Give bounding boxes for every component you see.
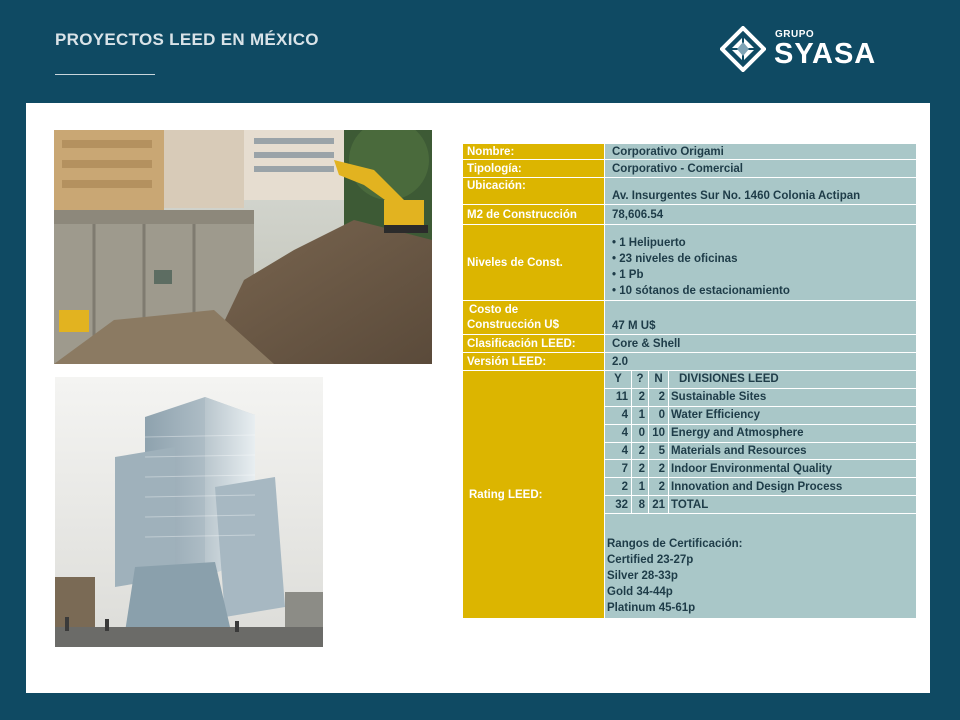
value-ubicacion: Av. Insurgentes Sur No. 1460 Colonia Actipan <box>605 178 916 204</box>
cell-q: 2 <box>632 460 649 477</box>
content-panel <box>26 103 930 693</box>
logo-group-text: GRUPO <box>775 29 815 40</box>
construction-site-photo <box>54 130 432 364</box>
value-niveles <box>605 225 916 300</box>
label-tipologia: Tipología: <box>463 160 605 177</box>
cell-y: 32 <box>605 496 632 513</box>
cell-n: 21 <box>649 496 669 513</box>
cell-y: 11 <box>605 389 632 406</box>
certification-ranges <box>605 514 916 618</box>
list-item: • 1 Helipuerto <box>612 237 686 249</box>
row-tipologia <box>463 160 916 178</box>
header-y: Y <box>605 371 632 388</box>
table-row <box>605 460 916 478</box>
header-division: DIVISIONES LEED <box>679 373 779 386</box>
cell-division: Materials and Resources <box>671 444 807 457</box>
label-m2: M2 de Construcción <box>463 205 605 224</box>
label-version: Versión LEED: <box>463 353 605 370</box>
cell-n: 5 <box>649 443 669 460</box>
value-version: 2.0 <box>605 353 916 370</box>
cell-division: Energy and Atmosphere <box>671 427 804 440</box>
cell-division: Innovation and Design Process <box>671 480 843 493</box>
list-item: Platinum 45-61p <box>607 602 696 614</box>
header-n: N <box>649 371 669 388</box>
table-row <box>605 407 916 425</box>
header-q: ? <box>632 371 649 388</box>
label-costo <box>463 301 605 334</box>
list-item: Certified 23-27p <box>607 554 694 566</box>
cell-q: 1 <box>632 478 649 495</box>
rating-area <box>605 371 916 618</box>
label-rating: Rating LEED: <box>463 371 605 618</box>
divisions-header-row <box>605 371 916 389</box>
row-costo <box>463 301 916 335</box>
row-niveles <box>463 225 916 301</box>
value-clasificacion: Core & Shell <box>605 335 916 352</box>
slide-title: PROYECTOS LEED EN MÉXICO <box>55 30 319 49</box>
value-nombre: Corporativo Origami <box>605 144 916 159</box>
value-tipologia: Corporativo - Comercial <box>605 160 916 177</box>
logo-brand-text: SYASA <box>774 38 877 70</box>
table-row <box>605 478 916 496</box>
label-ubicacion: Ubicación: <box>463 178 605 204</box>
label-costo-line1: Costo de <box>469 303 519 316</box>
table-row <box>605 443 916 461</box>
row-ubicacion <box>463 178 916 205</box>
table-row <box>605 425 916 443</box>
list-item: • 10 sótanos de estacionamiento <box>612 285 790 297</box>
cell-q: 2 <box>632 389 649 406</box>
cell-y: 7 <box>605 460 632 477</box>
list-item: • 23 niveles de oficinas <box>612 253 738 265</box>
label-niveles: Niveles de Const. <box>463 225 605 300</box>
value-costo: 47 M U$ <box>605 301 916 334</box>
table-row <box>605 496 916 514</box>
cell-division: TOTAL <box>671 498 709 511</box>
cell-n: 2 <box>649 460 669 477</box>
cell-y: 4 <box>605 443 632 460</box>
label-nombre: Nombre: <box>463 144 605 159</box>
cell-q: 1 <box>632 407 649 424</box>
title-underline <box>55 74 155 75</box>
cell-division: Indoor Environmental Quality <box>671 462 833 475</box>
cell-division: Water Efficiency <box>671 409 761 422</box>
row-nombre <box>463 144 916 160</box>
list-item: Gold 34-44p <box>607 586 673 598</box>
label-clasificacion: Clasificación LEED: <box>463 335 605 352</box>
cell-q: 2 <box>632 443 649 460</box>
building-rendering-photo <box>55 377 323 647</box>
label-costo-line2: Construcción U$ <box>467 318 560 331</box>
cell-y: 4 <box>605 425 632 442</box>
row-m2 <box>463 205 916 225</box>
syasa-diamond-logo-icon <box>720 26 766 72</box>
company-logo <box>720 26 900 72</box>
cell-n: 0 <box>649 407 669 424</box>
cell-division: Sustainable Sites <box>671 391 767 404</box>
project-info-table <box>463 144 916 618</box>
cell-q: 8 <box>632 496 649 513</box>
list-item: Silver 28-33p <box>607 570 678 582</box>
row-clasificacion <box>463 335 916 353</box>
row-rating <box>463 371 916 618</box>
cell-n: 10 <box>649 425 669 442</box>
row-version <box>463 353 916 371</box>
list-item: • 1 Pb <box>612 269 644 281</box>
cell-y: 2 <box>605 478 632 495</box>
cell-n: 2 <box>649 478 669 495</box>
cell-y: 4 <box>605 407 632 424</box>
ranges-title: Rangos de Certificación: <box>607 538 743 550</box>
cell-q: 0 <box>632 425 649 442</box>
value-m2: 78,606.54 <box>605 205 916 224</box>
cell-n: 2 <box>649 389 669 406</box>
table-row <box>605 389 916 407</box>
